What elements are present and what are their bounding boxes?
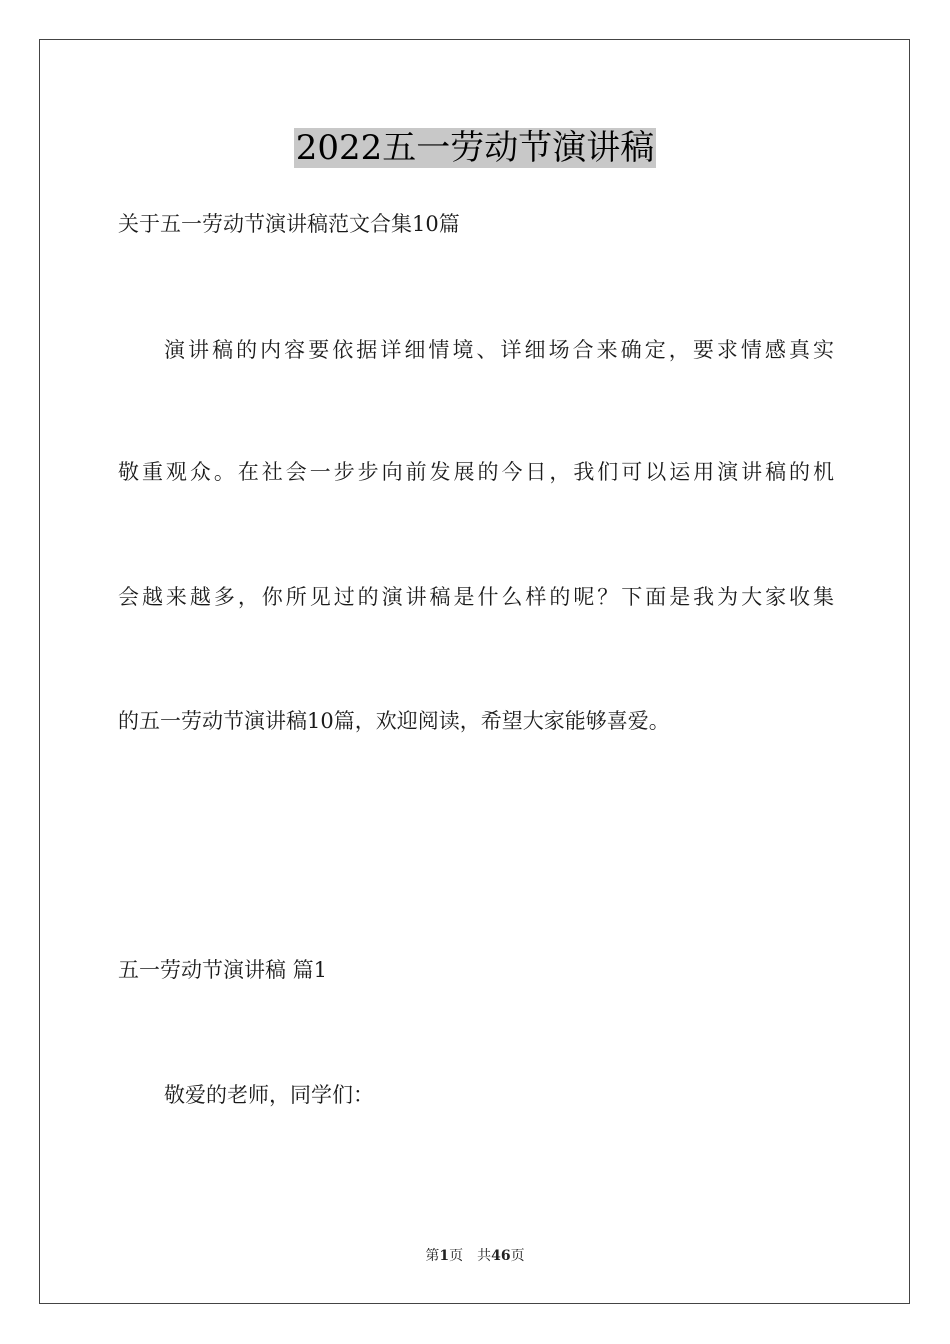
intro-line-3: 会越来越多，你所见过的演讲稿是什么样的呢？下面是我为大家收集 [118, 585, 834, 609]
intro-line-2: 敬重观众。在社会一步步向前发展的今日，我们可以运用演讲稿的机 [118, 460, 834, 484]
salutation: 敬爱的老师，同学们： [164, 1083, 374, 1107]
footer-page-prefix: 第 [425, 1248, 440, 1264]
footer-total-suffix: 页 [510, 1248, 525, 1264]
footer-total-pages: 46 [491, 1248, 511, 1264]
title-container [0, 128, 950, 168]
document-subtitle: 关于五一劳动节演讲稿范文合集10篇 [118, 212, 460, 236]
section-heading: 五一劳动节演讲稿 篇1 [118, 958, 328, 982]
intro-line-1: 演讲稿的内容要依据详细情境、详细场合来确定，要求情感真实 [164, 338, 834, 362]
footer-page-number: 1 [439, 1248, 450, 1264]
footer-total-prefix: 共 [477, 1248, 492, 1264]
intro-line-4: 的五一劳动节演讲稿10篇，欢迎阅读，希望大家能够喜爱。 [118, 709, 670, 733]
footer-page-suffix: 页 [449, 1248, 464, 1264]
page-footer [0, 1247, 950, 1265]
document-title: 2022五一劳动节演讲稿 [295, 128, 655, 168]
